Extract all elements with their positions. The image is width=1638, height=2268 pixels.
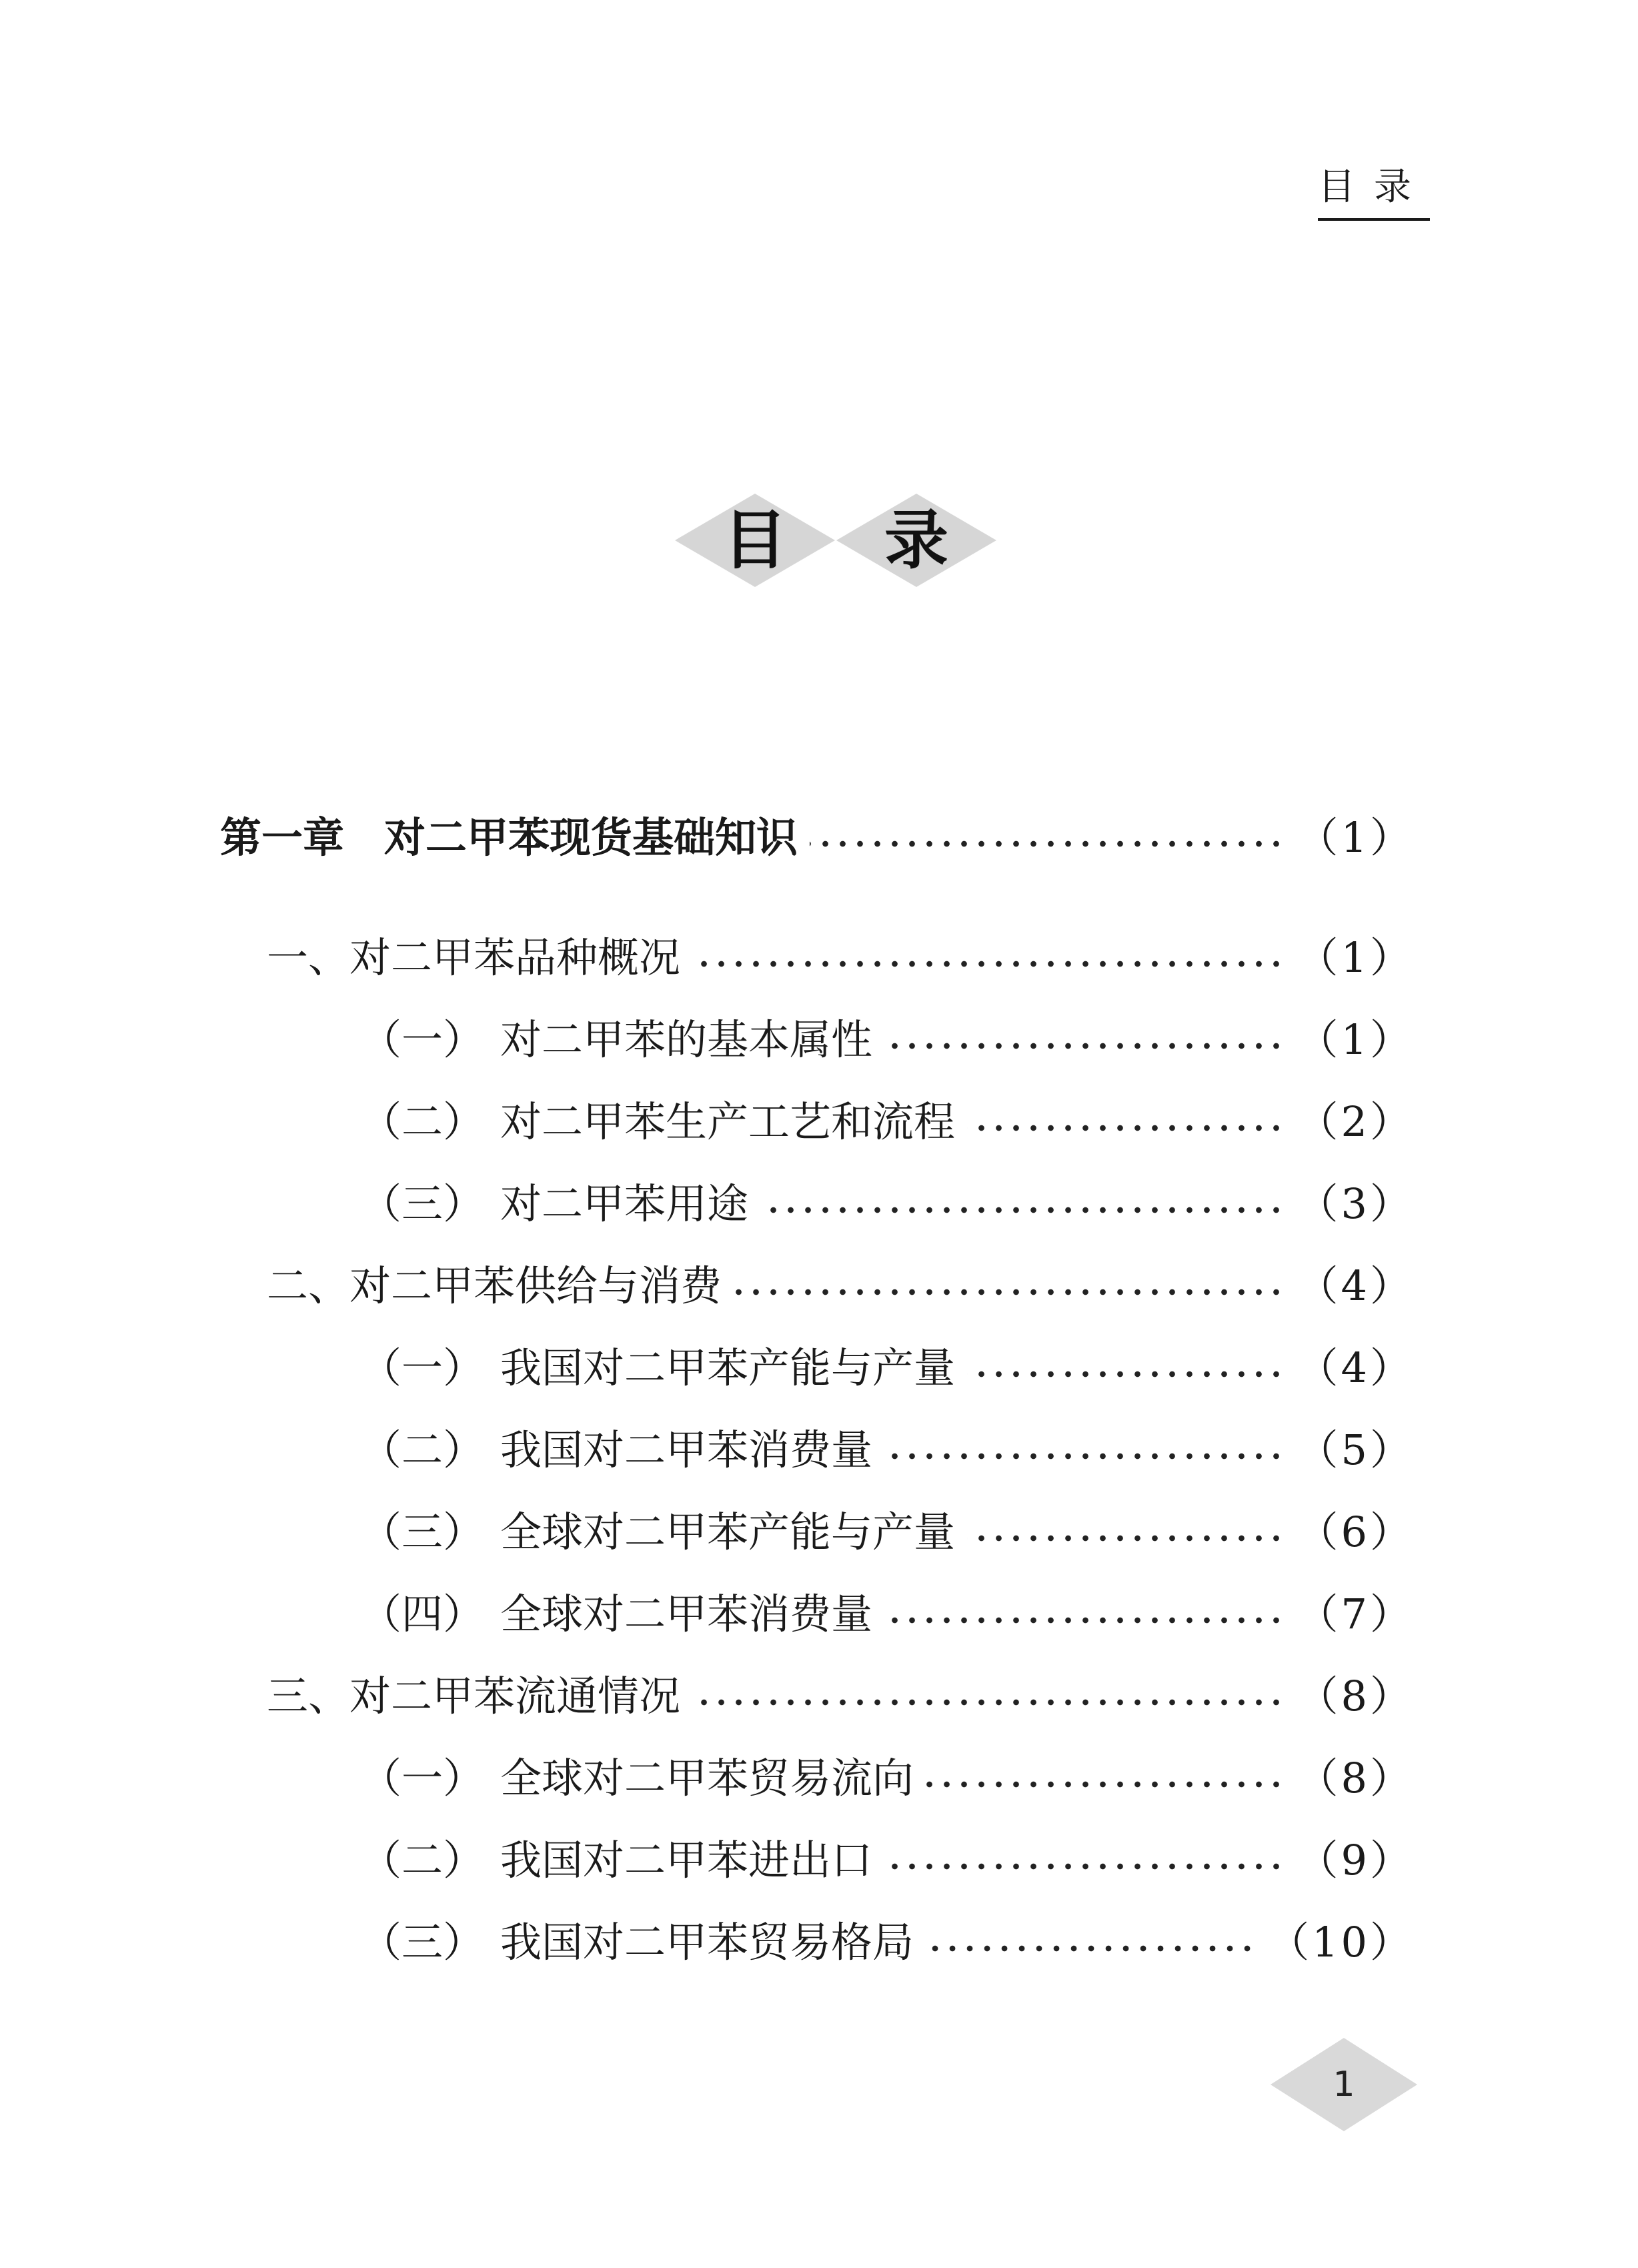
toc-entry-label (220, 1581, 872, 1640)
toc-entry-text: 对二甲苯现货基础知识 (384, 812, 798, 862)
section-number: （四） (360, 1589, 485, 1638)
toc-page-number: （2） (1297, 1097, 1414, 1146)
toc-entry-text: 全球对二甲苯贸易流向 (500, 1753, 914, 1802)
toc-entry[interactable] (220, 1577, 1414, 1644)
dot-leader (884, 1413, 1285, 1480)
dot-leader (884, 1577, 1285, 1644)
toc-entry-text: 一、对二甲苯品种概况 (267, 933, 681, 982)
toc-entry-label (220, 1663, 680, 1722)
toc-entry[interactable] (220, 1741, 1414, 1808)
toc-title (0, 494, 1638, 587)
page-number: 1 (1333, 2065, 1355, 2105)
toc-page-number: （6） (1297, 1507, 1414, 1556)
toc-entry-text: 三、对二甲苯流通情况 (267, 1671, 681, 1720)
toc-entry[interactable] (220, 1331, 1414, 1397)
section-number: （二） (360, 1835, 485, 1884)
chapter-number: 第一章 (220, 812, 345, 862)
toc-entry-text: 我国对二甲苯贸易格局 (500, 1917, 914, 1966)
section-number: （一） (360, 1753, 485, 1802)
section-number: （三） (360, 1179, 485, 1228)
toc-entry-label (220, 1417, 872, 1476)
toc-entry[interactable] (220, 1905, 1414, 1972)
toc-page-number: （7） (1297, 1589, 1414, 1638)
dot-leader (810, 800, 1285, 867)
toc-entry[interactable] (220, 1249, 1414, 1315)
dot-leader (926, 1741, 1285, 1808)
toc-page-number: （9） (1297, 1835, 1414, 1884)
section-number: （二） (360, 1425, 485, 1474)
toc-entry-label (220, 1827, 872, 1886)
toc-page-number: （1） (1297, 812, 1414, 862)
toc-entry-text: 对二甲苯生产工艺和流程 (500, 1097, 956, 1146)
toc-entry-text: 对二甲苯的基本属性 (500, 1015, 873, 1064)
toc-entry[interactable] (220, 1659, 1414, 1726)
toc-entry-label (220, 1499, 955, 1558)
toc-entry-text: 二、对二甲苯供给与消费 (267, 1261, 722, 1310)
toc-page-number: （1） (1297, 933, 1414, 982)
dot-leader (967, 1331, 1285, 1397)
dot-leader (692, 1659, 1285, 1726)
title-badge-1 (675, 494, 835, 587)
section-number: （一） (360, 1015, 485, 1064)
toc-entry-text: 我国对二甲苯消费量 (500, 1425, 873, 1474)
toc-entry-text: 我国对二甲苯进出口 (500, 1835, 873, 1884)
toc-page-number: （8） (1297, 1671, 1414, 1720)
toc-entry-label (220, 1253, 722, 1312)
toc-page-number: （1） (1297, 1015, 1414, 1064)
toc-entry[interactable] (220, 1413, 1414, 1480)
toc-entry-label (220, 1089, 955, 1148)
dot-leader (760, 1167, 1285, 1233)
toc-page-number: （3） (1297, 1179, 1414, 1228)
dot-leader (967, 1085, 1285, 1151)
toc-entry[interactable] (220, 1495, 1414, 1562)
toc-entry[interactable] (220, 1167, 1414, 1233)
dot-leader (884, 1823, 1285, 1890)
toc-entry-label (220, 1171, 748, 1230)
toc-entry-text: 对二甲苯用途 (500, 1179, 749, 1228)
section-number: （二） (360, 1097, 485, 1146)
dot-leader (692, 921, 1285, 987)
page-number-badge (1271, 2038, 1417, 2131)
toc-page-number: （5） (1297, 1425, 1414, 1474)
dot-leader (734, 1249, 1285, 1315)
toc-entry[interactable] (220, 921, 1414, 987)
toc-page-number: （10） (1268, 1917, 1414, 1966)
section-number: （三） (360, 1507, 485, 1556)
running-header: 目录 (1318, 163, 1430, 221)
toc-entry-text: 全球对二甲苯产能与产量 (500, 1507, 956, 1556)
toc-entry-label (220, 1007, 872, 1066)
toc-entry-label (220, 1745, 914, 1804)
dot-leader (967, 1495, 1285, 1562)
title-badge-2 (836, 494, 996, 587)
dot-leader (926, 1905, 1256, 1972)
toc-page-number: （4） (1297, 1261, 1414, 1310)
toc-entry-label (220, 1335, 955, 1394)
toc-entry[interactable] (220, 1085, 1414, 1151)
toc-entry-label (220, 1909, 914, 1968)
toc-entry-text: 我国对二甲苯产能与产量 (500, 1343, 956, 1392)
toc-entry[interactable] (220, 1003, 1414, 1069)
toc-entry-label (220, 925, 680, 984)
toc-entry-label (220, 804, 798, 864)
title-char-2: 录 (884, 503, 948, 578)
toc-entry[interactable] (220, 800, 1414, 867)
dot-leader (884, 1003, 1285, 1069)
toc-entry-text: 全球对二甲苯消费量 (500, 1589, 873, 1638)
toc-page-number: （4） (1297, 1343, 1414, 1392)
title-char-1: 目 (723, 503, 787, 578)
section-number: （三） (360, 1917, 485, 1966)
toc-entry[interactable] (220, 1823, 1414, 1890)
section-number: （一） (360, 1343, 485, 1392)
toc-page-number: （8） (1297, 1753, 1414, 1802)
